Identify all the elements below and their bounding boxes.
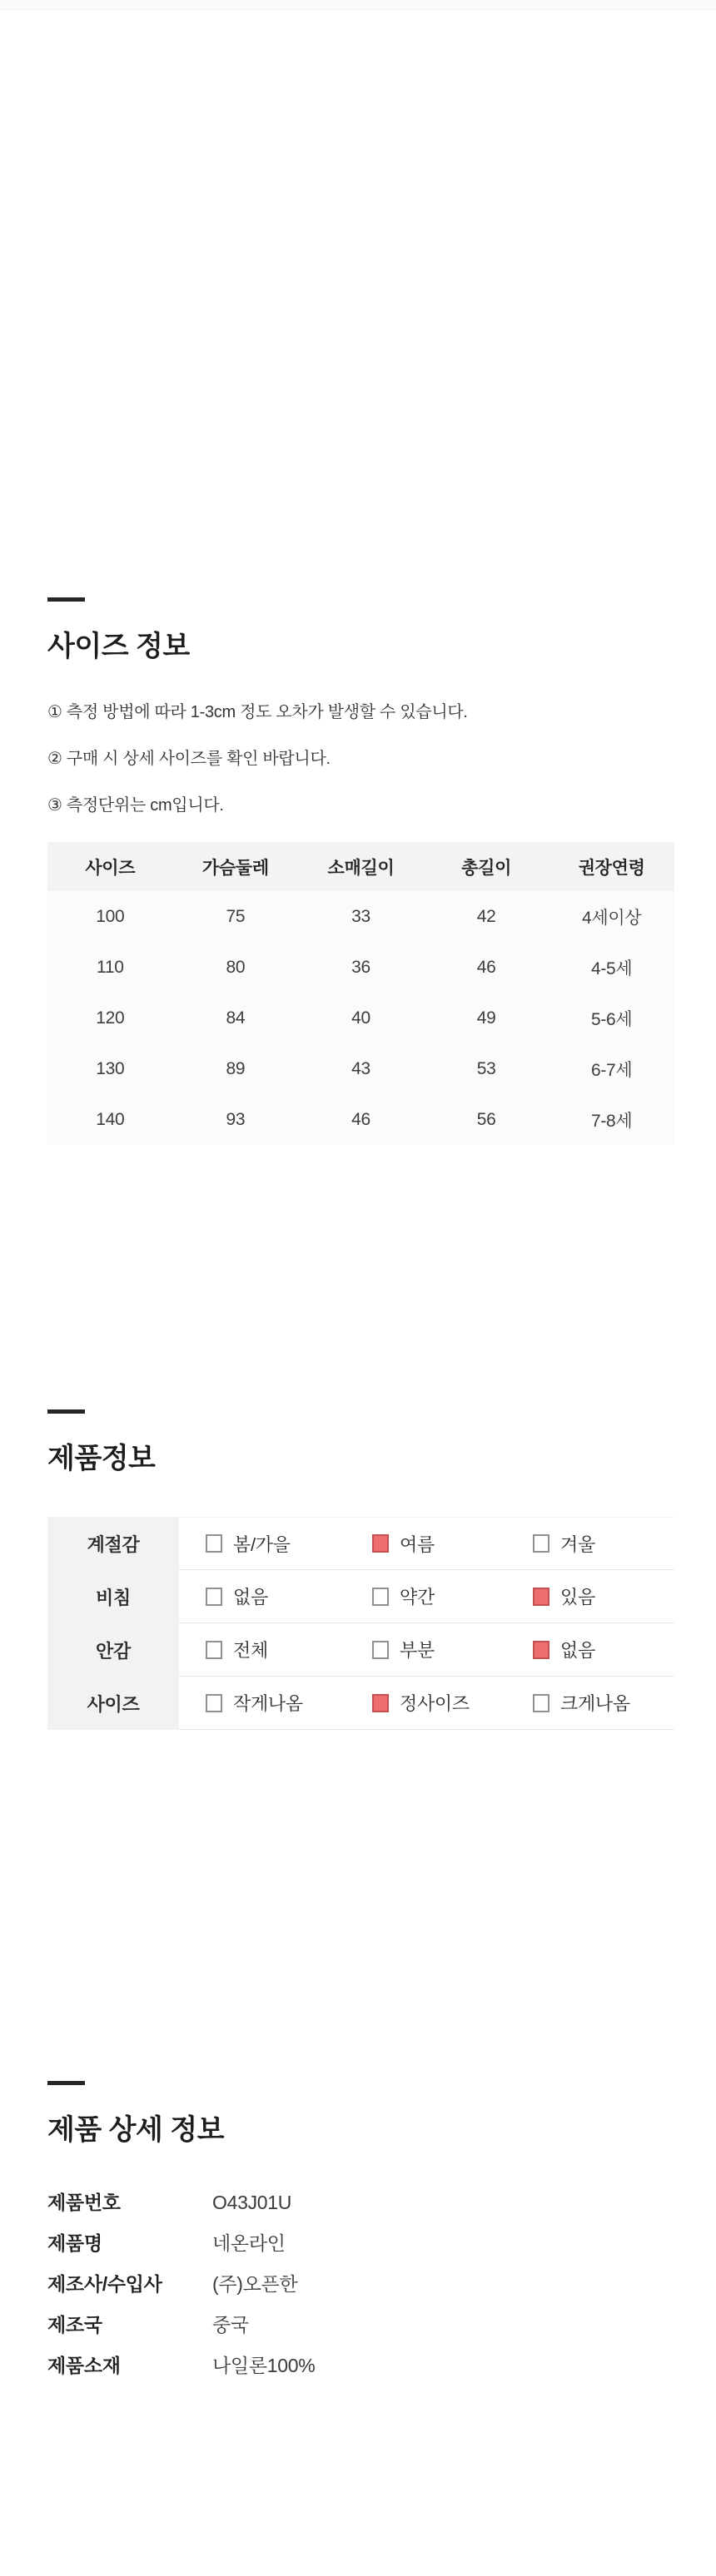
option-label: 정사이즈 [400, 1693, 470, 1714]
detail-label: 제품소재 [47, 2355, 121, 2376]
checkbox-icon [372, 1588, 389, 1606]
size-table-cell: 4세이상 [582, 908, 642, 928]
detail-label: 제품번호 [47, 2192, 121, 2213]
detail-value: 나일론100% [212, 2355, 316, 2376]
size-table-cell: 6-7세 [590, 1060, 633, 1080]
option [372, 1531, 533, 1557]
checkbox-icon [206, 1641, 222, 1659]
size-table-cell: 46 [476, 957, 496, 977]
section-dash [47, 597, 85, 602]
option [206, 1531, 372, 1557]
option-label: 약간 [400, 1587, 435, 1608]
size-table-cell: 120 [96, 1008, 125, 1028]
size-table-header-cell: 사이즈 [85, 858, 136, 878]
option [533, 1637, 595, 1662]
option-label: 겨울 [560, 1533, 595, 1555]
option-label: 있음 [560, 1587, 595, 1608]
checkbox-icon [372, 1694, 389, 1712]
option [206, 1583, 372, 1609]
detail-row-material [47, 2355, 674, 2376]
product-detail-title: 제품 상세 정보 [47, 2114, 224, 2146]
detail-row-product-name [47, 2232, 674, 2254]
size-table-cell: 89 [226, 1058, 246, 1078]
product-info-section [0, 1145, 716, 1730]
info-row-lining [47, 1623, 674, 1677]
option [372, 1637, 533, 1662]
option [533, 1583, 595, 1609]
size-table-cell: 100 [96, 906, 125, 926]
checkbox-icon [533, 1588, 549, 1606]
size-table-cell: 80 [226, 957, 246, 977]
detail-label: 제조사/수입사 [47, 2273, 162, 2295]
checkbox-icon [206, 1588, 222, 1606]
detail-value: (주)오픈한 [212, 2273, 298, 2295]
size-notes [47, 702, 674, 815]
detail-row-manufacturer [47, 2273, 674, 2295]
size-table-row [47, 1043, 674, 1094]
product-detail-section [0, 1730, 716, 2376]
product-info-table [47, 1517, 674, 1730]
size-note: ① 측정 방법에 따라 1-3cm 정도 오차가 발생할 수 있습니다. [47, 703, 468, 721]
option [372, 1690, 533, 1716]
option-label: 부분 [400, 1640, 435, 1661]
size-table-cell: 42 [476, 906, 496, 926]
checkbox-icon [533, 1534, 549, 1553]
option-label: 없음 [233, 1587, 268, 1608]
size-table-cell: 46 [351, 1109, 370, 1129]
size-table-cell: 43 [351, 1058, 370, 1078]
option [533, 1531, 595, 1557]
detail-value: 중국 [212, 2314, 249, 2336]
option-label: 작게나옴 [233, 1693, 303, 1714]
size-note: ③ 측정단위는 cm입니다. [47, 796, 224, 815]
previous-content-edge [0, 0, 716, 10]
info-row-label: 안감 [47, 1623, 179, 1677]
detail-label: 제조국 [47, 2314, 102, 2336]
size-table-cell: 93 [226, 1109, 246, 1129]
info-row-options [179, 1623, 674, 1677]
size-table-cell: 7-8세 [590, 1111, 633, 1131]
info-row-size-fit [47, 1677, 674, 1730]
option-label: 봄/가을 [233, 1533, 291, 1555]
checkbox-icon [372, 1641, 389, 1659]
detail-value: 네온라인 [212, 2232, 286, 2254]
option-label: 크게나옴 [560, 1693, 630, 1714]
product-detail-rows [47, 2192, 674, 2376]
size-table-cell: 84 [226, 1008, 246, 1028]
detail-row-country [47, 2314, 674, 2336]
size-table-cell: 40 [351, 1008, 370, 1028]
size-table-cell: 53 [476, 1058, 496, 1078]
detail-row-product-number [47, 2192, 674, 2213]
info-row-label: 사이즈 [47, 1677, 179, 1730]
option-label: 없음 [560, 1640, 595, 1661]
size-table-row [47, 942, 674, 993]
info-row-options [179, 1570, 674, 1623]
section-dash [47, 2081, 85, 2085]
checkbox-icon [206, 1534, 222, 1553]
size-table-cell: 36 [351, 957, 370, 977]
checkbox-icon [372, 1534, 389, 1553]
detail-label: 제품명 [47, 2232, 102, 2254]
info-row-options [179, 1517, 674, 1570]
info-row-label: 비침 [47, 1570, 179, 1623]
size-table-cell: 5-6세 [590, 1009, 633, 1029]
checkbox-icon [533, 1641, 549, 1659]
size-table-cell: 110 [97, 957, 124, 977]
section-dash [47, 1409, 85, 1414]
size-table-header-cell: 가슴둘레 [201, 858, 269, 878]
option [372, 1583, 533, 1609]
size-table-header-row [47, 842, 674, 891]
option [533, 1690, 630, 1716]
size-table [47, 842, 674, 1145]
info-row-sheerness [47, 1570, 674, 1623]
size-table-cell: 75 [226, 906, 246, 926]
option [206, 1637, 372, 1662]
size-table-body [47, 891, 674, 1145]
detail-value: O43J01U [212, 2192, 292, 2213]
size-table-cell: 130 [96, 1058, 125, 1078]
size-table-cell: 56 [476, 1109, 496, 1129]
size-table-cell: 140 [96, 1109, 125, 1129]
size-table-row [47, 993, 674, 1043]
checkbox-icon [206, 1694, 222, 1712]
option [206, 1690, 372, 1716]
info-row-season [47, 1517, 674, 1570]
info-row-options [179, 1677, 674, 1730]
option-label: 전체 [233, 1640, 268, 1661]
checkbox-icon [533, 1694, 549, 1712]
info-row-label: 계절감 [47, 1517, 179, 1570]
size-table-header-cell: 소매길이 [327, 858, 395, 878]
product-info-title: 제품정보 [47, 1443, 156, 1474]
size-table-row [47, 891, 674, 942]
size-note: ② 구매 시 상세 사이즈를 확인 바랍니다. [47, 750, 331, 768]
size-table-cell: 4-5세 [590, 959, 633, 978]
size-section-title: 사이즈 정보 [47, 631, 190, 662]
size-table-header-cell: 권장연령 [578, 858, 645, 878]
size-info-section [0, 10, 716, 1145]
size-table-header-cell: 총길이 [461, 858, 512, 878]
size-table-cell: 33 [351, 906, 370, 926]
size-table-cell: 49 [476, 1008, 496, 1028]
size-table-row [47, 1094, 674, 1145]
option-label: 여름 [400, 1533, 435, 1555]
